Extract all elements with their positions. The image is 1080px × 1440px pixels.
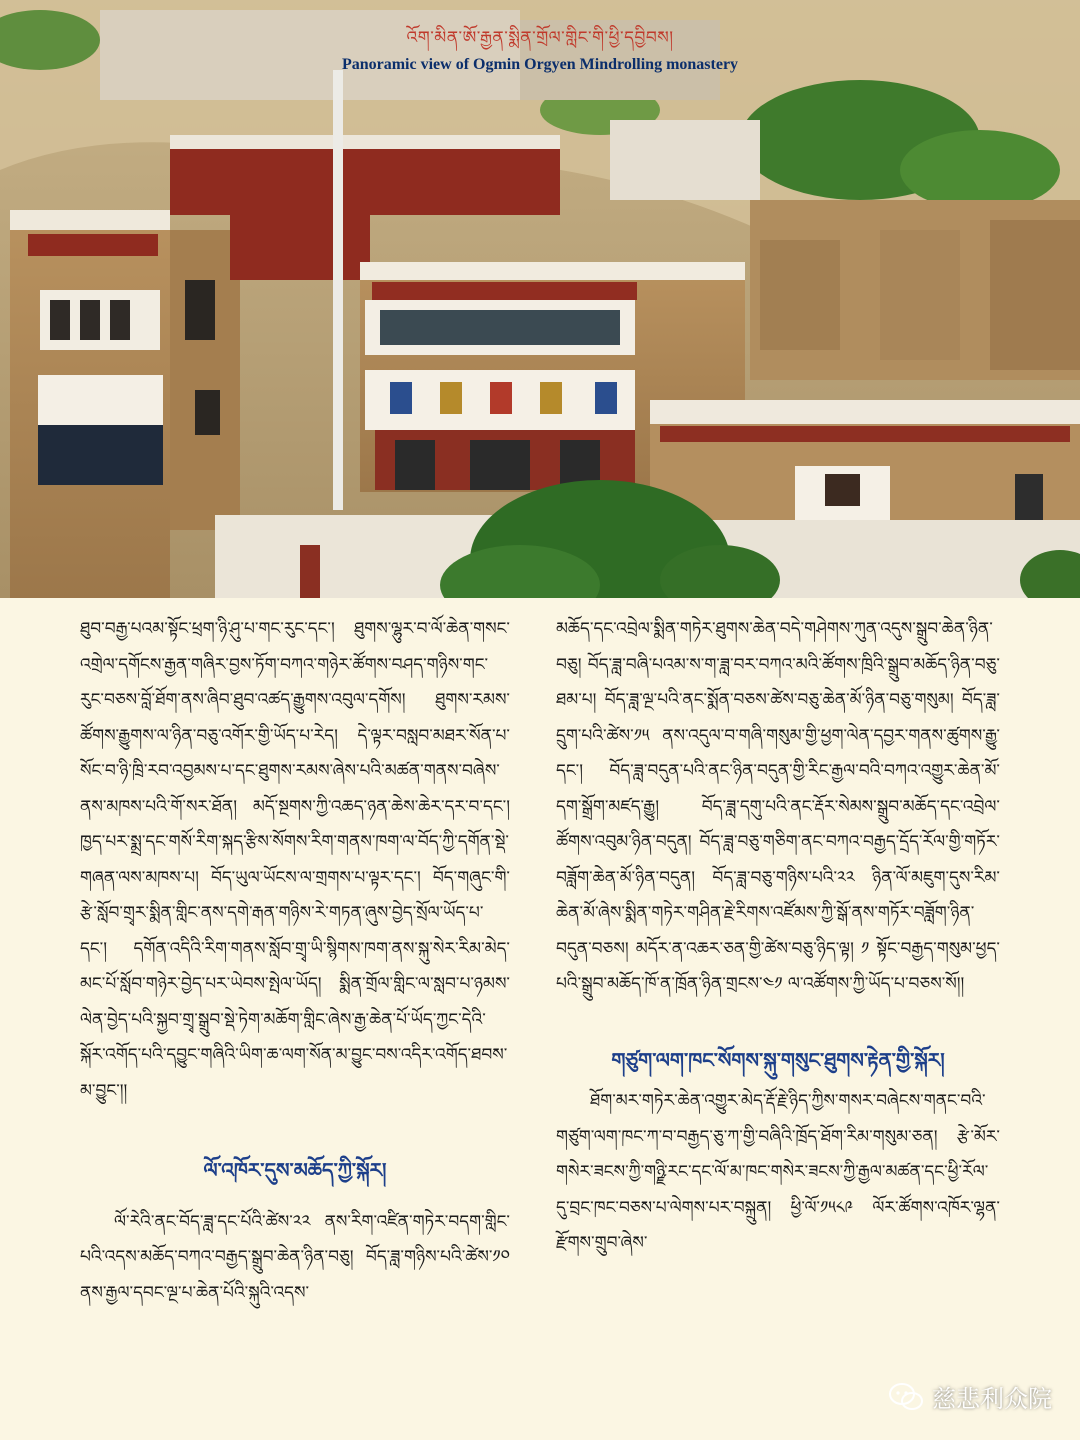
left-paragraph-2: ལོ་རེའི་ནང་བོད་ཟླ་དང་པོའི་ཚེས་༢༢ ནས་རིག་འཛིན་གཏེར་བདག་གླིང་པའི་འདས་མཆོད་བཀའ་བརྒྱད་སྒྲུབ་ཆེན་ཉིན་བཅུ། བོད་ཟླ་གཉིས་པའི་ཚེས་༡༠ ནས་རྒྱལ་དབང་ལྔ་པ་ཆེན་པོའི་སྐུའི་འདས་ xyxy=(80,1211,510,1303)
right-text-column xyxy=(556,612,1000,1262)
section-heading-temple-supports: གཙུག་ལག་ཁང་སོགས་སྐུ་གསུང་ཐུགས་རྟེན་གྱི་སྐོར། xyxy=(611,1047,945,1072)
monastery-illustration xyxy=(0,0,1080,598)
wechat-icon xyxy=(888,1382,924,1412)
right-paragraph-2: ཐོག་མར་གཏེར་ཆེན་འགྱུར་མེད་རྡོ་རྗེ་ཉིད་ཀྱིས་གསར་བཞེངས་གནང་བའི་གཙུག་ལག་ཁང་ཀ་བ་བརྒྱད་ཅུ་ཀ་གྱི་བཞིའི་ཁྲོད་ཐོག་རིམ་གསུམ་ཅན། རྩེ་མོར་གསེར་ཟངས་ཀྱི་གཉྫི་རང་དང་ལོ་མ་ཁང་གསེར་ཟངས་ཀྱི་རྒྱལ་མཚན་དང་ཕྱི་རོལ་དུ་བྲང་ཁང་བཅས་པ་ལེགས་པར་བསྐྲུན། ཕྱི་ལོ་༡༥༨༩ ལོར་ཚོགས་འཁོར་ལྷན་རྫོགས་གྲུབ་ཞེས་ xyxy=(556,1091,1000,1253)
photo-caption-tibetan: འོག་མིན་ཨོ་རྒྱན་སྨིན་གྲོལ་གླིང་གི་ཕྱི་དབྱིབས། xyxy=(406,28,674,48)
left-text-column xyxy=(80,612,510,1311)
section-heading-annual-festivals: ལོ་འཁོར་དུས་མཆོད་ཀྱི་སྐོར། xyxy=(203,1158,387,1182)
watermark xyxy=(888,1379,1052,1414)
left-paragraph-1: ཐུབ་བརྒྱ་པའམ་སྟོང་ཕྲག་ཉི་ཤུ་པ་གང་རུང་དང་། ཐུགས་ལྷུར་བ་ལོ་ཆེན་གསང་འགྲེལ་དགོངས་རྒྱན་གཞིར་བྱས་ཏོག་བཀའ་གཉེར་ཚོགས་བཤད་གཉིས་གང་རུང་བཅས་བློ་ཐོག་ནས་ཞིབ་ཐུབ་འཚད་རྒྱུགས་འབུལ་དགོས། ཐུགས་རམས་ཚོགས་རྒྱུགས་ལ་ཉིན་བཅུ་འགོར་གྱི་ཡོད་པ་རེད། དེ་ལྟར་བསླབ་མཐར་སོན་པ་སོང་བ་ཉི་ཁྲི་རབ་འབྱམས་པ་དང་ཐུགས་རམས་ཞེས་པའི་མཚན་གནས་བཞེས་ནས་མཁས་པའི་གོ་སར་ཐོན། མདོ་སྔགས་ཀྱི་འཆད་ཉན་ཆེས་ཆེར་དར་བ་དང་། ཁྱད་པར་སྨྲ་དང་གསོ་རིག་སྐད་རྩིས་སོགས་རིག་གནས་ཁག་ལ་བོད་ཀྱི་དགོན་སྡེ་གཞན་ལས་མཁས་པ། བོད་ཡུལ་ཡོངས་ལ་གྲགས་པ་ལྟར་དང་། བོད་གཞུང་གི་རྩེ་སློབ་གྲྭར་སྨིན་གླིང་ནས་དགེ་རྒན་གཉིས་རེ་གཏན་ཞུས་བྱེད་སྲོལ་ཡོད་པ་དང་། དགོན་འདིའི་རིག་གནས་སློབ་གྲྭ་ཡི་སྙིགས་ཁག་ནས་སྐུ་སེར་རིམ་མེད་མང་པོ་སློབ་གཉེར་བྱེད་པར་ཡེབས་སྤེལ་ཡོད། སྨིན་གྲོལ་གླིང་ལ་སླབ་པ་ཉམས་ལེན་བྱེད་པའི་སྐྱབ་གྲྭ་སྒྲུབ་སྡེ་ཏེག་མཆོག་གླིང་ཞེས་རྒྱ་ཆེན་པོ་ཡོད་ཀྱང་དེའི་སྐོར་འགོད་པའི་དབྱུང་གཞིའི་ཡིག་ཆ་ལག་སོན་མ་བྱུང་བས་འདིར་འགོད་ཐབས་མ་བྱུང་།། xyxy=(80,619,510,1101)
monastery-photo xyxy=(0,0,1080,598)
watermark-text: 慈悲利众院 xyxy=(932,1385,1052,1413)
photo-caption-english: Panoramic view of Ogmin Orgyen Mindrolling monastery xyxy=(341,56,739,73)
right-paragraph-1: མཆོད་དང་འབྲེལ་སྨིན་གཏེར་ཐུགས་ཆེན་བདེ་གཤེགས་ཀུན་འདུས་སྒྲུབ་ཆེན་ཉིན་བཅུ། བོད་ཟླ་བཞི་པའམ་ས་ག་ཟླ་བར་བཀའ་མའི་ཚོགས་ཁྲིའི་སྒྲུབ་མཆོད་ཉིན་བཅུ་ཐམ་པ། བོད་ཟླ་ལྔ་པའི་ནང་སྨོན་བཅས་ཚེས་བཅུ་ཆེན་མོ་ཉིན་བཅུ་གསུམ། བོད་ཟླ་དྲུག་པའི་ཚེས་༡༥ ནས་འདུལ་བ་གཞི་གསུམ་གྱི་ཕྱག་ལེན་དབྱར་གནས་ཚུགས་རྒྱུ་དང་། བོད་ཟླ་བདུན་པའི་ནང་ཉིན་བདུན་གྱི་རིང་རྒྱལ་བའི་བཀའ་འགྱུར་ཆེན་མོ་དག་སྒྲོག་མཛད་རྒྱུ། བོད་ཟླ་དགུ་པའི་ནང་རྡོར་སེམས་སྒྲུབ་མཆོད་དང་འབྲེལ་ཚོགས་འབུམ་ཉིན་བདུན། བོད་ཟླ་བཅུ་གཅིག་ནང་བཀའ་བརྒྱད་དྲོད་རོལ་གྱི་གཏོར་བཟློག་ཆེན་མོ་ཉིན་བདུན། བོད་ཟླ་བཅུ་གཉིས་པའི་༢༢ ཉིན་ལོ་མཇུག་དུས་རིམ་ཆེན་མོ་ཞེས་སྨིན་གཏེར་གཤིན་རྗེ་རིགས་འཛོམས་ཀྱི་སྒོ་ནས་གཏོར་བཟློག་ཉིན་བདུན་བཅས། མདོར་ན་འཆར་ཅན་གྱི་ཚེས་བཅུ་ཉིད་ལྟ། ༡ སྟོང་བརྒྱད་གསུམ་ཕྱད་པའི་སྒྲུབ་མཆོད་ཁོ་ན་ཁྲོན་ཉིན་གྲངས་༤༡ ལ་འཚོགས་ཀྱི་ཡོད་པ་བཅས་སོ།། xyxy=(556,619,1000,994)
